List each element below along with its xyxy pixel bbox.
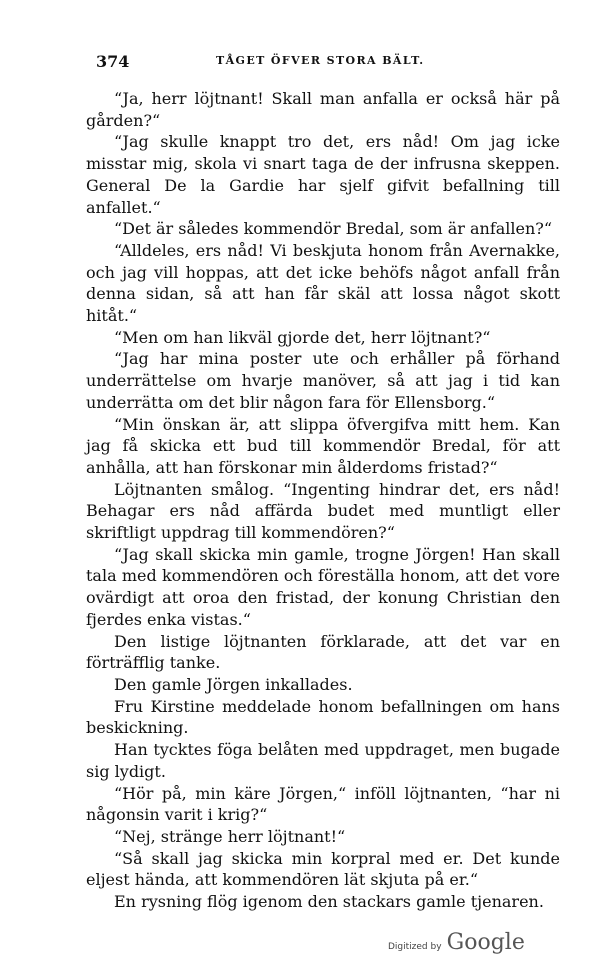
digitized-by-label: Digitized by: [388, 942, 442, 952]
paragraph: “Nej, stränge herr löjtnant!“: [114, 826, 346, 846]
paragraph: “Men om han likväl gjorde det, herr löjtnant?“: [114, 327, 491, 347]
page-number: 374: [96, 52, 130, 71]
paragraph: En rysning flög igenom den stackars gamle tjenaren.: [114, 892, 544, 912]
paragraph: Löjtnanten smålog. “Ingenting hindrar det, ers nåd! Behagar ers nåd affärda budet med muntligt eller skriftligt uppdrag till kommendören?“: [86, 479, 560, 543]
paragraph: “Hör på, min käre Jörgen,“ inföll löjtnanten, “har ni någonsin varit i krig?“: [86, 783, 560, 825]
running-head: TÅGET ÖFVER STORA BÄLT.: [216, 54, 425, 67]
paragraph: “Det är således kommendör Bredal, som är anfallen?“: [114, 219, 553, 239]
google-logo: Google: [446, 930, 525, 955]
body-text: [86, 88, 560, 913]
digitized-by-watermark: [388, 930, 525, 955]
paragraph: “Alldeles, ers nåd! Vi beskjuta honom från Avernakke, och jag vill hoppas, att det icke behöfs något anfall från denna sidan, så att han får skäl att lossa något skott hitåt.“: [86, 240, 560, 326]
paragraph: Fru Kirstine meddelade honom befallningen om hans beskickning.: [86, 696, 560, 738]
paragraph: “Min önskan är, att slippa öfvergifva mitt hem. Kan jag få skicka ett bud till kommendör Bredal, för att anhålla, att han förskonar min ålderdoms fristad?“: [86, 414, 560, 477]
page-header: [86, 52, 560, 74]
paragraph: Den gamle Jörgen inkallades.: [114, 674, 353, 694]
book-page: [86, 52, 560, 913]
paragraph: “Så skall jag skicka min korpral med er. Det kunde eljest hända, att kommendören lät skjuta på er.“: [86, 848, 560, 890]
paragraph: Han tycktes föga belåten med uppdraget, men bugade sig lydigt.: [86, 740, 560, 781]
paragraph: Den listige löjtnanten förklarade, att det var en förträfflig tanke.: [86, 631, 560, 673]
paragraph: “Jag har mina poster ute och erhåller på förhand underrättelse om hvarje manöver, så att jag i tid kan underrätta om det blir någon fara för Ellensborg.“: [86, 349, 560, 412]
paragraph: “Jag skall skicka min gamle, trogne Jörgen! Han skall tala med kommendören och föreställa honom, att det vore ovärdigt att oroa den fristad, der konung Christian den fjerdes enka vistas.“: [86, 544, 560, 629]
paragraph: “Jag skulle knappt tro det, ers nåd! Om jag icke misstar mig, skola vi snart taga de der infrusna skeppen. General De la Gardie har sjelf gifvit befallning till anfallet.“: [86, 132, 560, 217]
paragraph: “Ja, herr löjtnant! Skall man anfalla er också här på gården?“: [86, 89, 560, 130]
